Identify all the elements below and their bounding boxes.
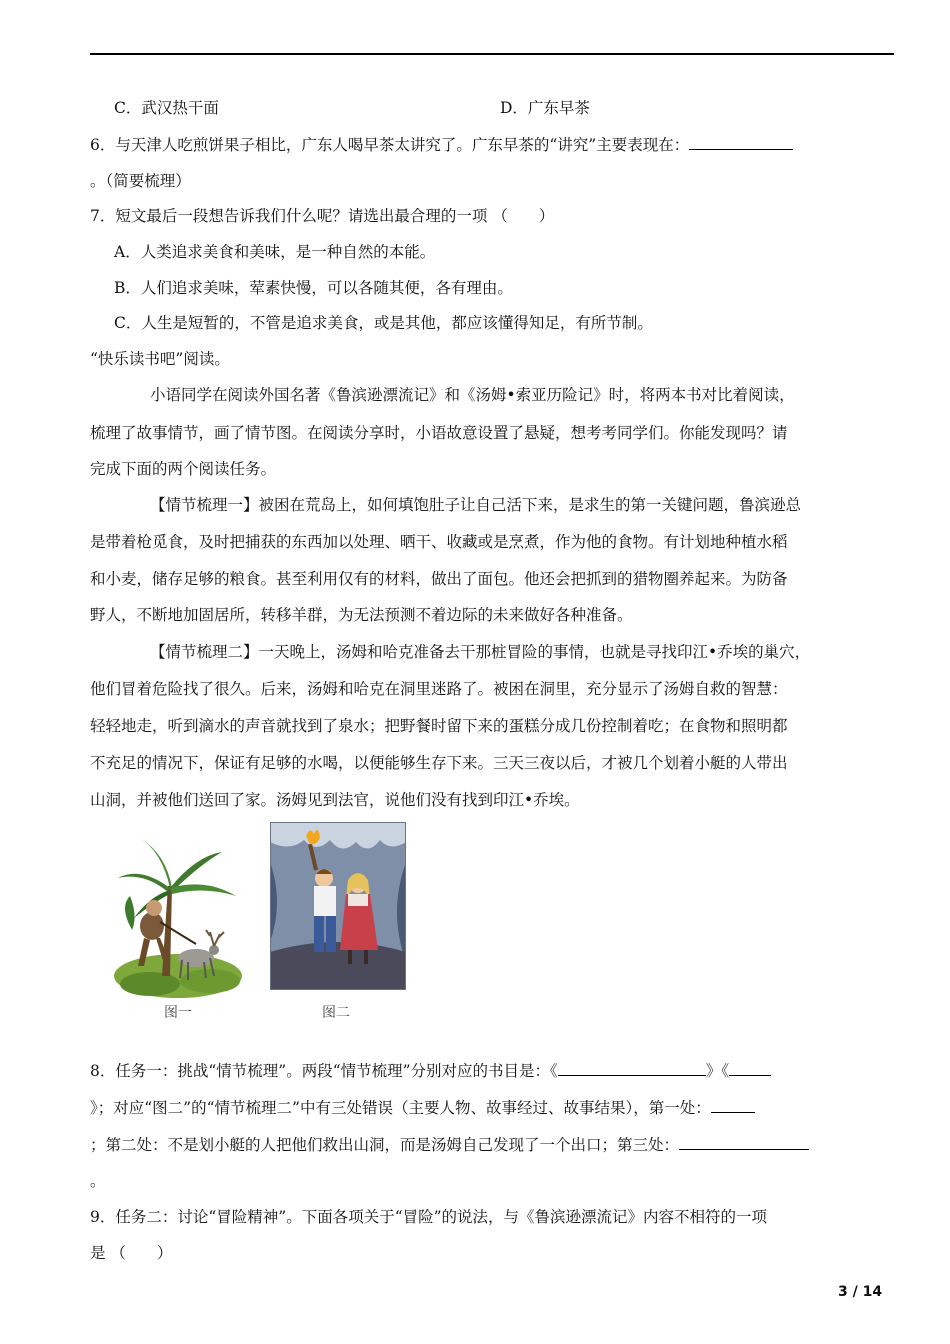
q9-line-2: 是 （ ） xyxy=(90,1244,173,1262)
q8-error1-blank[interactable] xyxy=(711,1096,755,1113)
q8-text-b: 》《 xyxy=(705,1062,730,1080)
figure-1-caption: 图一 xyxy=(164,1005,192,1021)
q6-tail: 。（简要梳理） xyxy=(90,172,191,190)
q8-line-1 xyxy=(90,1059,771,1082)
q7-option-b: B．人们追求美味，荤素快慢，可以各随其便，各有理由。 xyxy=(114,279,513,297)
q8-line-2 xyxy=(90,1096,755,1119)
plot2-line: 山洞，并被他们送回了家。汤姆见到法官，说他们没有找到印江•乔埃。 xyxy=(90,791,580,809)
plot2-line: 他们冒着危险找了很久。后来，汤姆和哈克在洞里迷路了。被困在洞里，充分显示了汤姆自救的智慧： xyxy=(90,680,788,698)
q8-text-d: ；第二处：不是划小艇的人把他们救出山洞，而是汤姆自己发现了一个出口；第三处： xyxy=(90,1136,680,1154)
plot2-line: 不充足的情况下，保证有足够的水喝，以便能够生存下来。三天三夜以后，才被几个划着小艇的人带出 xyxy=(90,754,788,772)
q6-stem xyxy=(90,133,793,156)
q8-book1-blank[interactable] xyxy=(558,1059,706,1076)
q8-text-a: 8．任务一：挑战“情节梳理”。两段“情节梳理”分别对应的书目是：《 xyxy=(90,1062,558,1080)
intro-line: 梳理了故事情节，画了情节图。在阅读分享时，小语故意设置了悬疑，想考考同学们。你能发现吗？请 xyxy=(90,424,788,442)
q5-option-c: C．武汉热干面 xyxy=(114,99,219,117)
q8-text-c: 》；对应“图二”的“情节梳理二”中有三处错误（主要人物、故事经过、故事结果），第一处： xyxy=(90,1099,711,1117)
header-rule xyxy=(90,53,894,55)
q6-text: 6．与天津人吃煎饼果子相比，广东人喝早茶太讲究了。广东早茶的“讲究”主要表现在： xyxy=(90,136,690,154)
q7-stem: 7．短文最后一段想告诉我们什么呢？请选出最合理的一项 （ ） xyxy=(90,207,555,225)
page-number: 3 / 14 xyxy=(838,1284,883,1300)
plot1-line: 【情节梳理一】被困在荒岛上，如何填饱肚子让自己活下来，是求生的第一关键问题，鲁滨逊总 xyxy=(150,496,802,514)
intro-line: 小语同学在阅读外国名著《鲁滨逊漂流记》和《汤姆•索亚历险记》时，将两本书对比着阅读， xyxy=(150,386,795,404)
figure-2-caption: 图二 xyxy=(322,1005,350,1021)
intro-line: 完成下面的两个阅读任务。 xyxy=(90,460,277,478)
q7-option-a: A．人类追求美食和美味，是一种自然的本能。 xyxy=(114,243,436,261)
section-title: “快乐读书吧”阅读。 xyxy=(90,350,230,368)
plot2-line: 【情节梳理二】一天晚上，汤姆和哈克准备去干那桩冒险的事情，也就是寻找印江•乔埃的巢穴， xyxy=(150,643,811,661)
q6-answer-blank[interactable] xyxy=(689,133,793,150)
q8-line-3 xyxy=(90,1133,809,1156)
q8-line-4: 。 xyxy=(90,1172,106,1190)
q9-line-1: 9．任务二：讨论“冒险精神”。下面各项关于“冒险”的说法，与《鲁滨逊漂流记》内容不相符的一项 xyxy=(90,1208,768,1226)
q8-book2-blank[interactable] xyxy=(729,1059,771,1076)
q5-option-d: D．广东早茶 xyxy=(500,99,590,117)
figure-2-tom-sawyer-illustration xyxy=(270,822,406,990)
plot1-line: 是带着枪觅食，及时把捕获的东西加以处理、晒干、收藏或是烹煮，作为他的食物。有计划地种植水稻 xyxy=(90,533,788,551)
q7-option-c: C．人生是短暂的，不管是追求美食，或是其他，都应该懂得知足，有所节制。 xyxy=(114,314,653,332)
q8-error3-blank[interactable] xyxy=(679,1133,809,1150)
plot1-line: 野人，不断地加固居所，转移羊群，为无法预测不着边际的未来做好各种准备。 xyxy=(90,606,633,624)
plot1-line: 和小麦，储存足够的粮食。甚至利用仅有的材料，做出了面包。他还会把抓到的猎物圈养起来。为防备 xyxy=(90,570,788,588)
figure-1-robinson-illustration xyxy=(110,826,246,998)
plot2-line: 轻轻地走，听到滴水的声音就找到了泉水；把野餐时留下来的蛋糕分成几份控制着吃；在食物和照明都 xyxy=(90,717,788,735)
